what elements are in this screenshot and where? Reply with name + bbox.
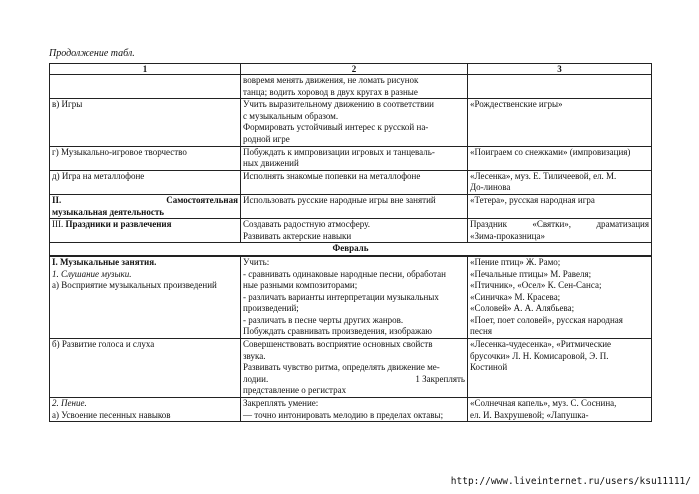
row6-tasks-line7: Побуждать сравнивать произведения, изображаю	[243, 326, 432, 337]
table-caption: Продолжение табл.	[49, 48, 135, 59]
row4-section-line1: II. Самостоятельная	[52, 194, 238, 205]
row3-repertoire	[468, 170, 652, 194]
row6-tasks-line2: - сравнивать одинаковые народные песни, обработан	[243, 268, 446, 279]
table-header-row	[50, 64, 652, 75]
row6-repertoire-line6: «Поет, поет соловей», русская народная	[470, 314, 623, 325]
row0-tasks-line2: танца; водить хоровод в двух кругах в разные	[243, 86, 418, 97]
curriculum-table	[49, 63, 652, 422]
row8-section-item: а) Усвоение песенных навыков	[52, 409, 171, 420]
row1-section: в) Игры	[50, 99, 241, 146]
row3-tasks: Исполнять знакомые попевки на металлофоне	[241, 170, 468, 194]
row6-repertoire-line4: «Синичка» М. Красева;	[470, 291, 561, 302]
row5-repertoire-line1: Праздник «Святки», драматизация	[470, 219, 649, 230]
row2-tasks	[241, 146, 468, 170]
row6-tasks-line1: Учить:	[243, 256, 270, 267]
row2-section: г) Музыкально-игровое творчество	[50, 146, 241, 170]
row5-tasks-line1: Создавать радостную атмосферу.	[243, 219, 370, 230]
table-row	[50, 75, 652, 99]
row1-tasks-line3: Формировать устойчивый интерес к русской на-	[243, 122, 429, 133]
row7-repertoire	[468, 339, 652, 398]
row8-tasks-line2: — точно интонировать мелодию в пределах октавы;	[243, 409, 444, 420]
row3-repertoire-line1: «Лесенка», муз. Е. Тиличеевой, ел. М.	[470, 170, 617, 181]
row7-tasks-line3: Развивать чувство ритма, определять движение ме-	[243, 362, 440, 373]
row7-tasks-line2: звука.	[243, 350, 266, 361]
row8-repertoire	[468, 398, 652, 422]
row7-repertoire-line1: «Лесенка-чудесенка», «Ритмические	[470, 339, 611, 350]
row1-tasks-line4: родной игре	[243, 133, 290, 144]
table-row	[50, 170, 652, 194]
row6-repertoire-line2: «Печальные птицы» М. Равеля;	[470, 268, 592, 279]
row6-repertoire	[468, 256, 652, 339]
row8-tasks	[241, 398, 468, 422]
row5-section: III. Праздники и развлечения	[50, 219, 241, 243]
table-row	[50, 398, 652, 422]
row6-repertoire-line3: «Птичник», «Осел» К. Сен-Санса;	[470, 280, 602, 291]
row6-section-item: а) Восприятие музыкальных произведений	[52, 280, 217, 291]
row1-tasks-line2: с музыкальным образом.	[243, 110, 339, 121]
header-col-1: 1	[50, 64, 241, 75]
row6-section-heading: I. Музыкальные занятия.	[52, 256, 157, 267]
row7-repertoire-line3: Костиной	[470, 362, 508, 373]
row2-repertoire: «Поиграем со снежками» (импровизация)	[468, 146, 652, 170]
row0-tasks	[241, 75, 468, 99]
table-row	[50, 219, 652, 243]
row5-tasks-line2: Развивать актерские навыки	[243, 230, 352, 241]
row7-section: б) Развитие голоса и слуха	[50, 339, 241, 398]
month-title: Февраль	[50, 243, 652, 256]
table-row	[50, 146, 652, 170]
row7-repertoire-line2: брусочки» Л. Н. Комисаровой, Э. П.	[470, 350, 609, 361]
row5-section-title: Праздники и развлечения	[65, 219, 172, 230]
watermark-url: http://www.liveinternet.ru/users/ksu11111/	[450, 476, 691, 487]
table-row	[50, 194, 652, 218]
row1-tasks	[241, 99, 468, 146]
row5-tasks	[241, 219, 468, 243]
row6-tasks-line3: ные разными композиторами;	[243, 280, 358, 291]
row6-tasks-line4: - различать варианты интерпретации музыкальных	[243, 291, 439, 302]
row4-tasks: Использовать русские народные игры вне занятий	[241, 194, 468, 218]
row8-section-subheading: 2. Пение.	[52, 398, 87, 409]
row2-tasks-line2: ных движений	[243, 158, 299, 169]
row6-repertoire-line5: «Соловей» А. А. Алябьева;	[470, 303, 575, 314]
row0-repertoire	[468, 75, 652, 99]
table-row	[50, 339, 652, 398]
header-col-3: 3	[468, 64, 652, 75]
row1-repertoire: «Рождественские игры»	[468, 99, 652, 146]
row4-repertoire: «Тетера», русская народная игра	[468, 194, 652, 218]
row4-section-line2: музыкальная деятельность	[52, 206, 165, 217]
row8-tasks-line1: Закреплять умение:	[243, 398, 319, 409]
row8-repertoire-line1: «Солнечная капель», муз. С. Соснина,	[470, 398, 617, 409]
row7-tasks	[241, 339, 468, 398]
row5-repertoire	[468, 219, 652, 243]
row3-repertoire-line2: До-линова	[470, 182, 511, 193]
row6-section	[50, 256, 241, 339]
row0-tasks-line1: вовремя менять движения, не ломать рисунок	[243, 75, 419, 85]
row8-repertoire-line2: ел. И. Вахрушевой; «Лапушка-	[470, 409, 589, 420]
row6-tasks	[241, 256, 468, 339]
row6-section-subheading: 1. Слушание музыки.	[52, 268, 132, 279]
row6-repertoire-line1: «Пение птиц» Ж. Рамо;	[470, 256, 561, 267]
month-row	[50, 243, 652, 256]
row6-repertoire-line7: песня	[470, 326, 492, 337]
row6-tasks-line5: произведений;	[243, 303, 299, 314]
table-row	[50, 99, 652, 146]
row5-repertoire-line2: «Зима-проказница»	[470, 230, 545, 241]
row8-section	[50, 398, 241, 422]
table-row	[50, 256, 652, 339]
row7-tasks-line5: представление о регистрах	[243, 385, 347, 396]
row7-tasks-line1: Совершенствовать восприятие основных свойств	[243, 339, 433, 350]
header-col-2: 2	[241, 64, 468, 75]
row2-tasks-line1: Побуждать к импровизации игровых и танцеваль-	[243, 146, 435, 157]
row6-tasks-line6: - различать в песне черты других жанров.	[243, 314, 404, 325]
row3-section: д) Игра на металлофоне	[50, 170, 241, 194]
row1-tasks-line1: Учить выразительному движению в соответствии	[243, 99, 434, 110]
row4-section	[50, 194, 241, 218]
row7-tasks-line4: лодии. 1 Закреплять	[243, 373, 465, 384]
row0-section	[50, 75, 241, 99]
